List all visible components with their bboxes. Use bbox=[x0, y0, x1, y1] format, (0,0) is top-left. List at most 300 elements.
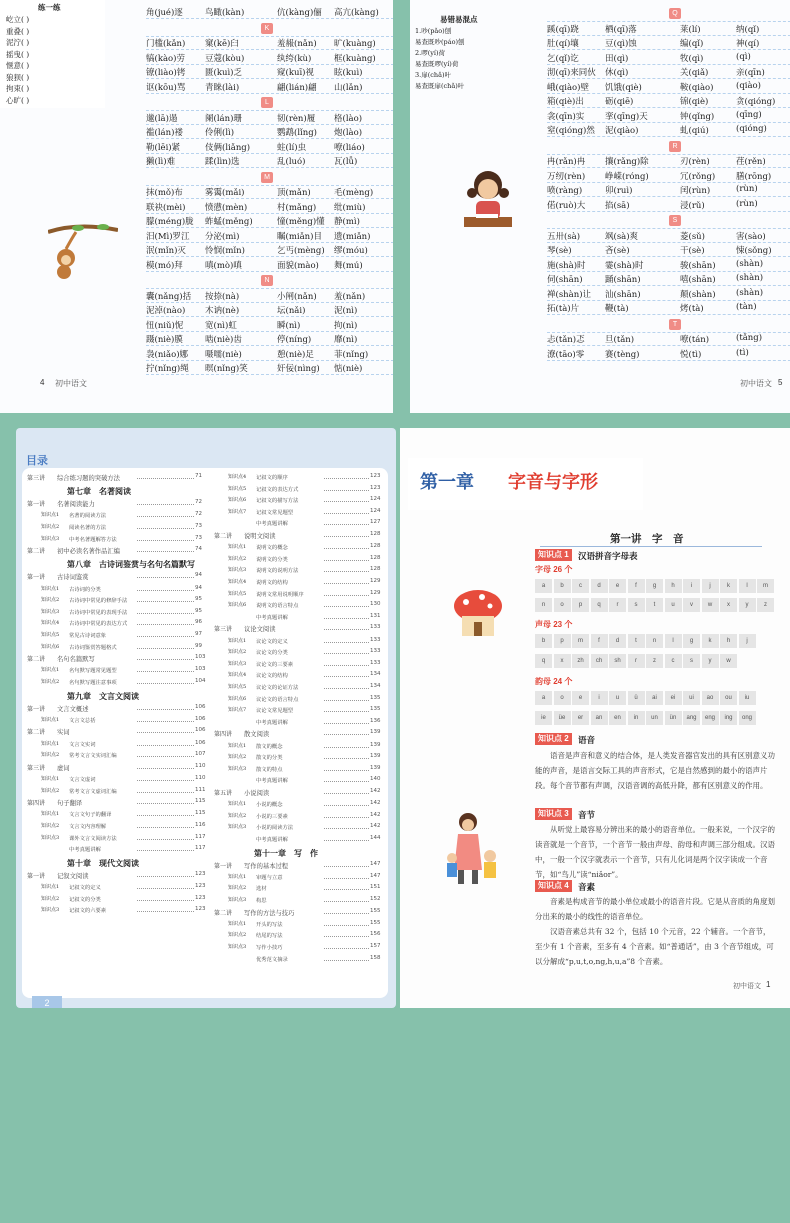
vocab-word: 霎(shà)时 bbox=[605, 260, 644, 271]
vocab-word: 喷(ràng) bbox=[547, 186, 583, 196]
toc-page-ref: 144 bbox=[370, 835, 381, 841]
pinyin-cell: m bbox=[572, 634, 589, 648]
toc-entry: 写作的方法与技巧 bbox=[244, 909, 295, 917]
toc-leader bbox=[324, 676, 369, 677]
toc-page-ref: 133 bbox=[370, 659, 381, 666]
toc-entry: 课外文言文阅读方法 bbox=[69, 835, 117, 842]
pinyin-cell: f bbox=[628, 579, 645, 593]
toc-leader bbox=[324, 758, 369, 759]
row-rule bbox=[146, 213, 393, 214]
exercise-panel bbox=[0, 0, 105, 108]
toc-page-ref: 74 bbox=[195, 546, 202, 553]
toc-page-ref: 135 bbox=[370, 694, 381, 701]
toc-leader bbox=[324, 828, 369, 829]
vocab-word: 卯(ruì) bbox=[605, 186, 633, 196]
row-rule bbox=[146, 227, 393, 228]
row-rule bbox=[146, 78, 393, 79]
toc-leader bbox=[137, 815, 194, 816]
pinyin-cell: e bbox=[572, 691, 589, 705]
toc-leader bbox=[324, 653, 369, 654]
toc-lecture-label: 第二讲 bbox=[214, 909, 233, 917]
pinyin-cell: ch bbox=[591, 654, 608, 668]
vocab-word: 按捺(nà) bbox=[205, 291, 240, 302]
toc-leader bbox=[137, 577, 194, 578]
toc-page-ref: 157 bbox=[370, 943, 381, 949]
note-line: 易查既扉(chǎ)叶 bbox=[415, 82, 465, 90]
row-rule bbox=[146, 256, 393, 257]
vocab-word: 菱(sǔ) bbox=[680, 231, 705, 242]
pinyin-cell: en bbox=[609, 711, 626, 725]
toc-page-ref: 110 bbox=[195, 762, 206, 769]
vocab-word: 犒(kào)劳 bbox=[146, 53, 185, 64]
toc-leader bbox=[324, 571, 369, 572]
toc-leader bbox=[324, 688, 369, 689]
toc-page-ref: 111 bbox=[195, 786, 206, 793]
toc-leader bbox=[324, 960, 369, 961]
vocab-word: 瞩(miǎn)目 bbox=[277, 231, 322, 242]
vocab-word: 怜悯(mǐn) bbox=[205, 246, 245, 256]
vocab-word: 忸(niǔ)怩 bbox=[146, 320, 184, 331]
vocab-word: 窒(qióng)然 bbox=[547, 126, 595, 136]
vocab-word: 伎俩(liǎng) bbox=[205, 142, 251, 153]
pinyin-cell: n bbox=[535, 598, 552, 612]
vocab-word: 衾(qīn)实 bbox=[547, 111, 585, 122]
toc-entry: 阅读名著的方法 bbox=[69, 525, 107, 531]
house-illustration bbox=[452, 588, 504, 638]
vocab-word: 五卅(sà) bbox=[547, 231, 581, 242]
toc-leader bbox=[137, 648, 194, 649]
vocab-word: 旷(kuàng) bbox=[334, 39, 376, 49]
kp1-tag: 知识点 1 bbox=[535, 549, 572, 561]
exercise-item: 重叠( ) bbox=[6, 26, 30, 36]
vocab-word: 乞丐(mèng) bbox=[277, 246, 325, 256]
toc-lecture-label: 知识点2 bbox=[41, 752, 60, 759]
toc-lecture-label: 第三讲 bbox=[27, 764, 46, 772]
vocab-word: 悚(sǒng) bbox=[736, 246, 772, 256]
vocab-word: 乞(qǐ)讫 bbox=[547, 53, 579, 64]
toc-page-ref: 123 bbox=[195, 870, 206, 877]
note-line: 3.扉(chǎ)叶 bbox=[415, 71, 451, 79]
toc-entry: 古诗词中常见的表达方式 bbox=[69, 621, 128, 628]
vocab-word: 嘹(liáo) bbox=[334, 142, 365, 153]
toc-leader bbox=[137, 745, 194, 746]
vocab-word: 联袂(mèi) bbox=[146, 202, 186, 213]
toc-leader bbox=[324, 513, 369, 514]
toc-page-ref: 94 bbox=[195, 584, 202, 591]
vocab-word: 嘹(tán) bbox=[680, 335, 710, 345]
toc-lecture-label: 知识点3 bbox=[228, 897, 247, 903]
row-rule bbox=[547, 285, 790, 286]
vocab-word: 瞬(nì) bbox=[277, 320, 301, 331]
toc-leader bbox=[324, 524, 369, 525]
vocab-word: 烤(tà) bbox=[680, 304, 704, 314]
vocab-word: 豆(qì)蚀 bbox=[605, 39, 637, 49]
toc-entry: 记叙文的分类 bbox=[69, 896, 101, 903]
vocab-word: 蹑(niè)膜 bbox=[146, 335, 183, 345]
vocab-word: 编(qǐ) bbox=[680, 39, 704, 49]
pinyin-cell: ui bbox=[683, 691, 700, 705]
toc-entry: 名句默写题注意事项 bbox=[69, 680, 117, 686]
vocab-word: 峥嵘(róng) bbox=[605, 171, 649, 182]
toc-lecture-label: 知识点5 bbox=[41, 632, 60, 638]
toc-entry: 古诗词中常见的修辞手法 bbox=[69, 598, 128, 605]
toc-page-ref: 73 bbox=[195, 523, 202, 529]
toc-page-ref: 71 bbox=[195, 473, 202, 479]
toc-lecture-label: 第一讲 bbox=[214, 862, 233, 870]
toc-lecture-label: 知识点3 bbox=[41, 535, 60, 542]
exercise-title: 练一练 bbox=[38, 3, 61, 12]
pinyin-cell: ao bbox=[702, 691, 719, 705]
vocab-word: 伺(shān) bbox=[547, 275, 583, 285]
vocab-word: 琴(sè) bbox=[547, 246, 572, 256]
toc-page-ref: 139 bbox=[370, 753, 381, 760]
toc-leader bbox=[137, 540, 194, 541]
vocab-word: 旦(tǎn) bbox=[605, 335, 635, 345]
toc-leader bbox=[137, 827, 194, 828]
pinyin-cell: a bbox=[535, 579, 552, 593]
toc-page-ref: 155 bbox=[370, 919, 381, 926]
pinyin-cell: o bbox=[554, 691, 571, 705]
toc-page bbox=[16, 428, 396, 1008]
vocab-word: 拘(nì) bbox=[334, 320, 358, 331]
vocab-word: 拓(tà)片 bbox=[547, 304, 580, 314]
toc-entry: 古诗词鉴赏 bbox=[57, 574, 89, 582]
vocab-word: 鞭(tà) bbox=[605, 304, 629, 314]
vocab-word: 邋(lā)遢 bbox=[146, 113, 178, 124]
toc-leader bbox=[324, 878, 369, 879]
toc-lecture-label: 第四讲 bbox=[214, 731, 233, 739]
toc-entry: 中考真题讲解 bbox=[256, 778, 288, 785]
toc-entry: 初中必读名著作品汇编 bbox=[57, 548, 120, 556]
toc-page-ref: 72 bbox=[195, 511, 202, 518]
toc-leader bbox=[324, 901, 369, 902]
vocab-word: 峨(qiào)壁 bbox=[547, 82, 589, 93]
kp4-title: 音素 bbox=[578, 882, 596, 892]
toc-lecture-label: 知识点2 bbox=[41, 679, 60, 685]
exercise-item: 摇曳( ) bbox=[6, 49, 30, 59]
toc-entry: 散文阅读 bbox=[244, 731, 270, 739]
toc-lecture-label: 知识点3 bbox=[228, 824, 247, 831]
toc-leader bbox=[324, 913, 369, 914]
vocab-word: 忐(tǎn)忑 bbox=[547, 335, 585, 345]
vocab-word: 窠(kē)臼 bbox=[205, 39, 239, 49]
pinyin-cell: un bbox=[646, 711, 663, 725]
pinyin-cell: g bbox=[646, 579, 663, 593]
toc-entry: 中考名著题解答方法 bbox=[69, 536, 117, 543]
row-rule bbox=[547, 242, 790, 243]
note-line: 易查既啰(yí)荷 bbox=[415, 60, 459, 68]
toc-lecture-label: 第二讲 bbox=[27, 656, 46, 664]
toc-page-ref: 106 bbox=[195, 703, 206, 710]
vocab-word: 颠(shàn) bbox=[680, 289, 716, 300]
pinyin-cell: u bbox=[609, 691, 626, 705]
pinyin-cell: zh bbox=[572, 654, 589, 668]
toc-lecture-label: 知识点1 bbox=[41, 740, 60, 747]
toc-entry: 名句默写题常见题型 bbox=[69, 668, 117, 675]
pinyin-cell: q bbox=[591, 598, 608, 612]
vocab-word: 囊(nǎng)括 bbox=[146, 291, 192, 302]
vocab-word: 抹(mǒ)布 bbox=[146, 188, 183, 198]
toc-lecture-label: 第二讲 bbox=[27, 548, 46, 556]
toc-lecture-label: 第一讲 bbox=[27, 705, 46, 713]
toc-entry: 古诗词鉴赏答题格式 bbox=[69, 644, 117, 651]
kp3-title: 音节 bbox=[578, 810, 596, 820]
row-rule bbox=[547, 196, 790, 197]
toc-leader bbox=[324, 948, 369, 949]
toc-entry: 记叙文阅读 bbox=[57, 872, 89, 880]
vocab-word: 小闸(nǎn) bbox=[277, 291, 317, 302]
row-rule bbox=[547, 345, 790, 346]
note-line: 2.啰(yí)荷 bbox=[415, 49, 446, 57]
vocab-word: 翩(lián)翩 bbox=[277, 82, 317, 93]
page-4 bbox=[0, 0, 393, 413]
vocab-word: (qiào) bbox=[736, 80, 761, 91]
toc-page-ref: 104 bbox=[195, 678, 206, 684]
pinyin-cell: ang bbox=[683, 711, 700, 725]
pinyin-cell: k bbox=[702, 634, 719, 648]
note-line: 易查既吵(páo)刨 bbox=[415, 38, 465, 46]
pinyin-cell: s bbox=[683, 654, 700, 668]
toc-entry: 优秀范文摘录 bbox=[256, 956, 288, 963]
vocab-word: 施(shà)时 bbox=[547, 260, 586, 271]
toc-entry: 中考真题讲解 bbox=[256, 521, 288, 528]
toc-page-ref: 152 bbox=[370, 896, 381, 902]
row-rule bbox=[547, 211, 790, 212]
toc-lecture-label: 知识点2 bbox=[41, 597, 60, 604]
vocab-word: 饥饿(qiè) bbox=[605, 82, 642, 93]
toc-leader bbox=[324, 817, 369, 818]
vocab-word: 砺(qiē) bbox=[605, 97, 634, 107]
vocab-word: 潦(tāo)零 bbox=[547, 349, 585, 360]
toc-entry: 文言文虚词 bbox=[69, 777, 96, 783]
toc-leader bbox=[324, 840, 369, 841]
pinyin-cell: y bbox=[702, 654, 719, 668]
vocab-word: 嘻(shān) bbox=[680, 275, 716, 285]
toc-leader bbox=[324, 478, 369, 479]
row-rule bbox=[547, 35, 790, 36]
toc-lecture-label: 知识点3 bbox=[228, 944, 247, 950]
vocab-word: 遗(miǎn) bbox=[334, 231, 371, 242]
toc-page-ref: 139 bbox=[370, 764, 381, 771]
vocab-word: 格(lào) bbox=[334, 113, 363, 124]
toc-leader bbox=[137, 803, 194, 804]
toc-page-ref: 133 bbox=[370, 648, 381, 655]
section-letter: R bbox=[669, 141, 681, 152]
vocab-word: 缪(móu) bbox=[334, 246, 368, 256]
toc-entry: 散文的概念 bbox=[256, 743, 283, 750]
pinyin-cell: s bbox=[628, 598, 645, 612]
vocab-word: 鸟瞰(kàn) bbox=[205, 8, 245, 18]
vocab-word: 袅(niǎo)娜 bbox=[146, 349, 189, 360]
toc-lecture-label: 第一讲 bbox=[27, 501, 46, 509]
toc-entry: 名著的阅读方法 bbox=[69, 513, 107, 520]
toc-entry: 名著阅读能力 bbox=[57, 501, 95, 509]
toc-entry: 结尾的写法 bbox=[256, 933, 283, 940]
row-rule bbox=[547, 314, 790, 315]
exercise-item: 狼狈( ) bbox=[6, 72, 30, 82]
vocab-word: 獭(lì)难 bbox=[146, 157, 176, 167]
pinyin-cell: t bbox=[628, 634, 645, 648]
pinyin-cell: p bbox=[572, 598, 589, 612]
pinyin-cell: q bbox=[535, 654, 552, 668]
row-rule bbox=[547, 360, 790, 361]
finals-label: 韵母 24 个 bbox=[535, 677, 573, 686]
toc-leader bbox=[137, 911, 194, 912]
toc-entry: 文言文概述 bbox=[57, 705, 89, 713]
toc-leader bbox=[137, 792, 194, 793]
pinyin-cell: d bbox=[609, 634, 626, 648]
vocab-word: 靡(nì) bbox=[334, 335, 358, 345]
toc-leader bbox=[137, 613, 194, 614]
toc-leader bbox=[137, 900, 194, 901]
pinyin-cell: k bbox=[720, 579, 737, 593]
toc-lecture-label: 知识点1 bbox=[228, 544, 247, 551]
vocab-word: 泥(nì) bbox=[334, 306, 358, 316]
row-rule bbox=[547, 122, 790, 123]
pinyin-cell: c bbox=[665, 654, 682, 668]
section-letter: T bbox=[669, 319, 681, 330]
vocab-word: (tàn) bbox=[736, 302, 757, 312]
row-rule bbox=[146, 242, 393, 243]
vocab-word: 荏(rěn) bbox=[736, 157, 766, 167]
row-rule bbox=[146, 198, 393, 199]
toc-lecture-label: 知识点6 bbox=[228, 695, 247, 702]
toc-header: 目录 bbox=[26, 455, 48, 467]
pinyin-cell: eng bbox=[702, 711, 719, 725]
chapter-title: 字音与字形 bbox=[508, 472, 598, 492]
toc-lecture-label: 知识点6 bbox=[41, 643, 60, 650]
pinyin-cell: f bbox=[591, 634, 608, 648]
row-rule bbox=[547, 300, 790, 301]
row-rule bbox=[547, 107, 790, 108]
toc-leader bbox=[324, 595, 369, 596]
toc-page-ref: 142 bbox=[370, 800, 381, 807]
vocab-word: 分泌(mì) bbox=[205, 231, 240, 242]
vocab-word: 雾霭(mǎi) bbox=[205, 188, 245, 198]
vocab-word: 模(mó)拜 bbox=[146, 260, 183, 271]
vocab-word: (tì) bbox=[736, 347, 749, 358]
exercise-item: 屹立( ) bbox=[6, 15, 30, 24]
pinyin-cell: i bbox=[683, 579, 700, 593]
vocab-word: 锦(qiè) bbox=[680, 97, 709, 107]
monkey-illustration bbox=[48, 220, 118, 280]
pinyin-cell: x bbox=[720, 598, 737, 612]
toc-lecture-label: 知识点1 bbox=[41, 667, 60, 674]
toc-entry: 中考真题讲解 bbox=[69, 847, 101, 854]
toc-lecture-label: 知识点7 bbox=[228, 508, 247, 515]
vocab-word: 干(sè) bbox=[680, 246, 705, 256]
pinyin-cell: iu bbox=[739, 691, 756, 705]
toc-page-ref: 117 bbox=[195, 845, 206, 852]
toc-leader bbox=[137, 528, 194, 529]
pinyin-cell: e bbox=[609, 579, 626, 593]
toc-page-ref: 158 bbox=[370, 954, 381, 961]
toc-page-ref: 147 bbox=[370, 860, 381, 867]
vocab-word: 宽(nì)虹 bbox=[205, 320, 237, 331]
toc-lecture-label: 知识点3 bbox=[228, 660, 247, 667]
toc-page-ref: 136 bbox=[370, 717, 381, 724]
toc-entry: 小说的阅读方法 bbox=[256, 825, 294, 832]
vocab-word: 镣(liào)铐 bbox=[146, 68, 186, 78]
vocab-word: 蹂(lìn)选 bbox=[205, 157, 240, 167]
vocab-word: (tǎng) bbox=[736, 333, 763, 343]
toc-leader bbox=[324, 936, 369, 937]
toc-leader bbox=[137, 590, 194, 591]
toc-entry: 文言文实词 bbox=[69, 741, 96, 748]
vocab-word: 韧(rèn)履 bbox=[277, 113, 316, 124]
toc-entry: 散文的分类 bbox=[256, 755, 283, 762]
toc-leader bbox=[324, 606, 369, 607]
vocab-word: 村(mǎng) bbox=[277, 202, 317, 213]
toc-entry: 说明文的说明方法 bbox=[256, 568, 299, 575]
toc-lecture-label: 第五讲 bbox=[214, 790, 233, 797]
toc-page-ref: 123 bbox=[370, 473, 381, 479]
vocab-word: (qióng) bbox=[736, 124, 767, 134]
vocab-word: 关(qiǎ) bbox=[680, 68, 709, 78]
pinyin-cell: y bbox=[739, 598, 756, 612]
toc-entry: 记叙文的顺序 bbox=[256, 475, 288, 481]
chapter-page bbox=[400, 428, 790, 1008]
toc-lecture-label: 知识点1 bbox=[228, 873, 247, 880]
page-footer-5: 初中语文 bbox=[740, 379, 772, 388]
vocab-word: 鹦鹉(lǐng) bbox=[277, 128, 317, 138]
toc-chapter-heading: 第十一章 写 作 bbox=[254, 848, 318, 858]
pinyin-cell: in bbox=[628, 711, 645, 725]
toc-lecture-label: 知识点5 bbox=[228, 684, 247, 690]
row-rule bbox=[547, 49, 790, 50]
vocab-word: 禅(shàn)让 bbox=[547, 289, 592, 300]
toc-page-ref: 133 bbox=[370, 636, 381, 643]
section-letter: N bbox=[261, 275, 273, 286]
toc-page-ref: 142 bbox=[370, 823, 381, 830]
initials-label: 声母 23 个 bbox=[535, 620, 573, 629]
vocab-word: 眩(kuì) bbox=[334, 68, 363, 78]
toc-lecture-label: 第一讲 bbox=[27, 872, 46, 880]
vocab-word: 伶俐(lì) bbox=[205, 128, 235, 138]
row-rule bbox=[146, 167, 393, 168]
toc-leader bbox=[324, 805, 369, 806]
vocab-word: 纰(miù) bbox=[334, 202, 366, 213]
pinyin-cell: d bbox=[591, 579, 608, 593]
toc-leader bbox=[324, 711, 369, 712]
vocab-word: 吝(sè) bbox=[605, 246, 630, 256]
lecture-rule bbox=[540, 546, 762, 547]
pinyin-cell: t bbox=[646, 598, 663, 612]
toc-lecture-label: 知识点5 bbox=[228, 590, 247, 597]
section-letter: Q bbox=[669, 8, 681, 19]
vocab-word: 蛀(lí)虫 bbox=[277, 142, 307, 153]
pinyin-cell: r bbox=[628, 654, 645, 668]
toc-entry: 文言文总括 bbox=[69, 717, 96, 724]
toc-leader bbox=[137, 671, 194, 672]
toc-leader bbox=[137, 888, 194, 889]
pinyin-cell: m bbox=[757, 579, 774, 593]
toc-lecture-label: 第四讲 bbox=[27, 800, 46, 808]
vocab-word: 褴(lán)褛 bbox=[146, 128, 183, 138]
toc-leader bbox=[324, 866, 369, 867]
toc-entry: 小说的三要素 bbox=[256, 813, 288, 820]
page-number-4: 4 bbox=[40, 378, 45, 387]
toc-entry: 议论文常见题型 bbox=[256, 708, 294, 715]
pinyin-cell: l bbox=[665, 634, 682, 648]
vocab-word: 沏(qī)来同伙 bbox=[547, 68, 596, 78]
toc-entry: 常考文言文实词汇编 bbox=[69, 753, 117, 760]
toc-leader bbox=[137, 624, 194, 625]
toc-leader bbox=[324, 770, 369, 771]
toc-leader bbox=[324, 793, 369, 794]
chapter-banner bbox=[408, 458, 643, 510]
toc-page-ref: 129 bbox=[370, 589, 381, 596]
